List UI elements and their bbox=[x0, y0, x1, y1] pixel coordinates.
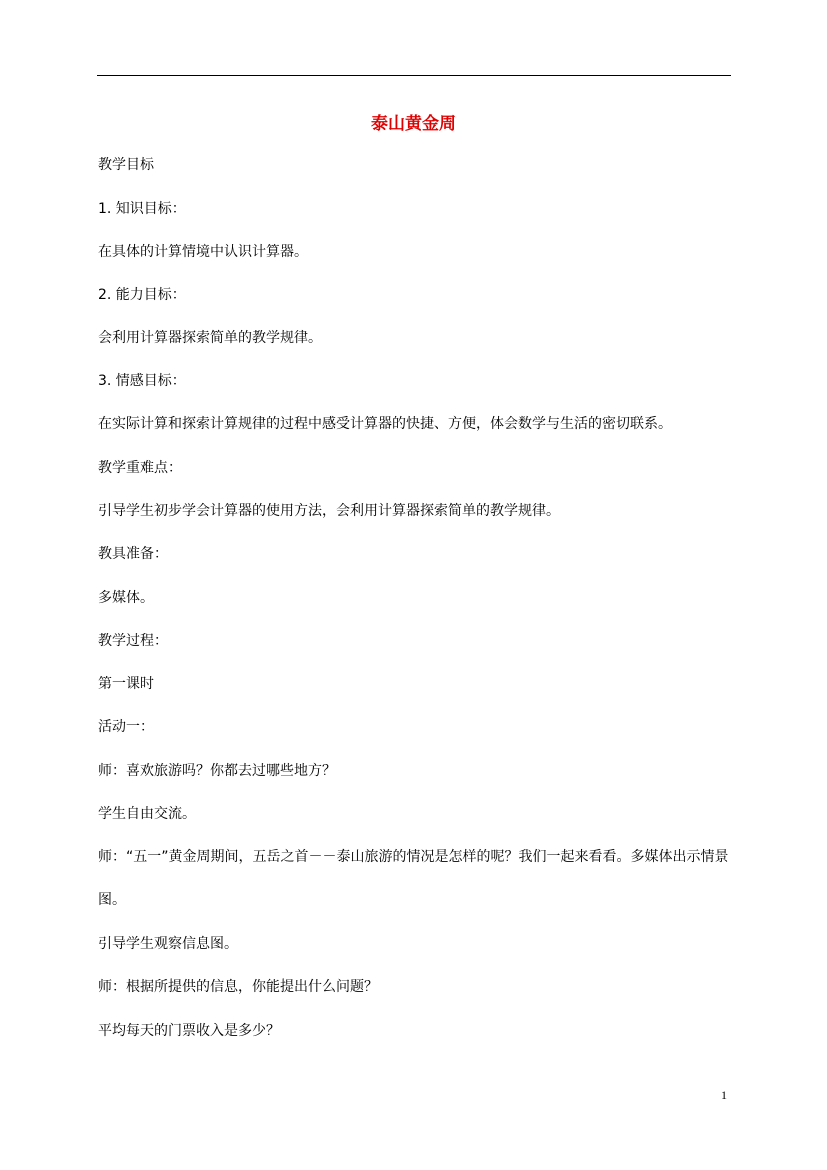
paragraph-teacher-golden-week: 师：“五一”黄金周期间，五岳之首－－泰山旅游的情况是怎样的呢？我们一起来看看。多媒体出示情景图。 bbox=[98, 849, 729, 908]
paragraph-knowledge-detail: 在具体的计算情境中认识计算器。 bbox=[98, 244, 308, 260]
document-title: 泰山黄金周 bbox=[371, 114, 456, 134]
paragraph-process: 教学过程： bbox=[98, 633, 168, 649]
paragraph-materials: 教具准备： bbox=[98, 546, 168, 562]
paragraph-ability-detail: 会利用计算器探索简单的教学规律。 bbox=[98, 330, 322, 346]
paragraph-emotion-detail: 在实际计算和探索计算规律的过程中感受计算器的快捷、方便，体会数学与生活的密切联系。 bbox=[98, 416, 672, 432]
paragraph-first-lesson: 第一课时 bbox=[98, 676, 154, 692]
paragraph-key-points-detail: 引导学生初步学会计算器的使用方法，会利用计算器探索简单的教学规律。 bbox=[98, 503, 560, 519]
paragraph-key-points: 教学重难点： bbox=[98, 460, 182, 476]
paragraph-teaching-objectives: 教学目标 bbox=[98, 157, 154, 173]
page-number: 1 bbox=[721, 1088, 727, 1102]
paragraph-materials-detail: 多媒体。 bbox=[98, 590, 154, 606]
header-rule bbox=[97, 75, 731, 76]
paragraph-teacher-ask-question: 师：根据所提供的信息，你能提出什么问题？ bbox=[98, 979, 378, 995]
paragraph-activity-one: 活动一： bbox=[98, 719, 154, 735]
paragraph-emotion-objective: 3. 情感目标： bbox=[98, 373, 186, 389]
paragraph-ability-objective: 2. 能力目标： bbox=[98, 287, 186, 303]
paragraph-average-ticket-income: 平均每天的门票收入是多少？ bbox=[98, 1023, 280, 1039]
paragraph-student-exchange: 学生自由交流。 bbox=[98, 806, 196, 822]
paragraph-observe-info: 引导学生观察信息图。 bbox=[98, 936, 238, 952]
paragraph-knowledge-objective: 1. 知识目标： bbox=[98, 201, 186, 217]
paragraph-teacher-question-travel: 师：喜欢旅游吗？你都去过哪些地方？ bbox=[98, 763, 336, 779]
